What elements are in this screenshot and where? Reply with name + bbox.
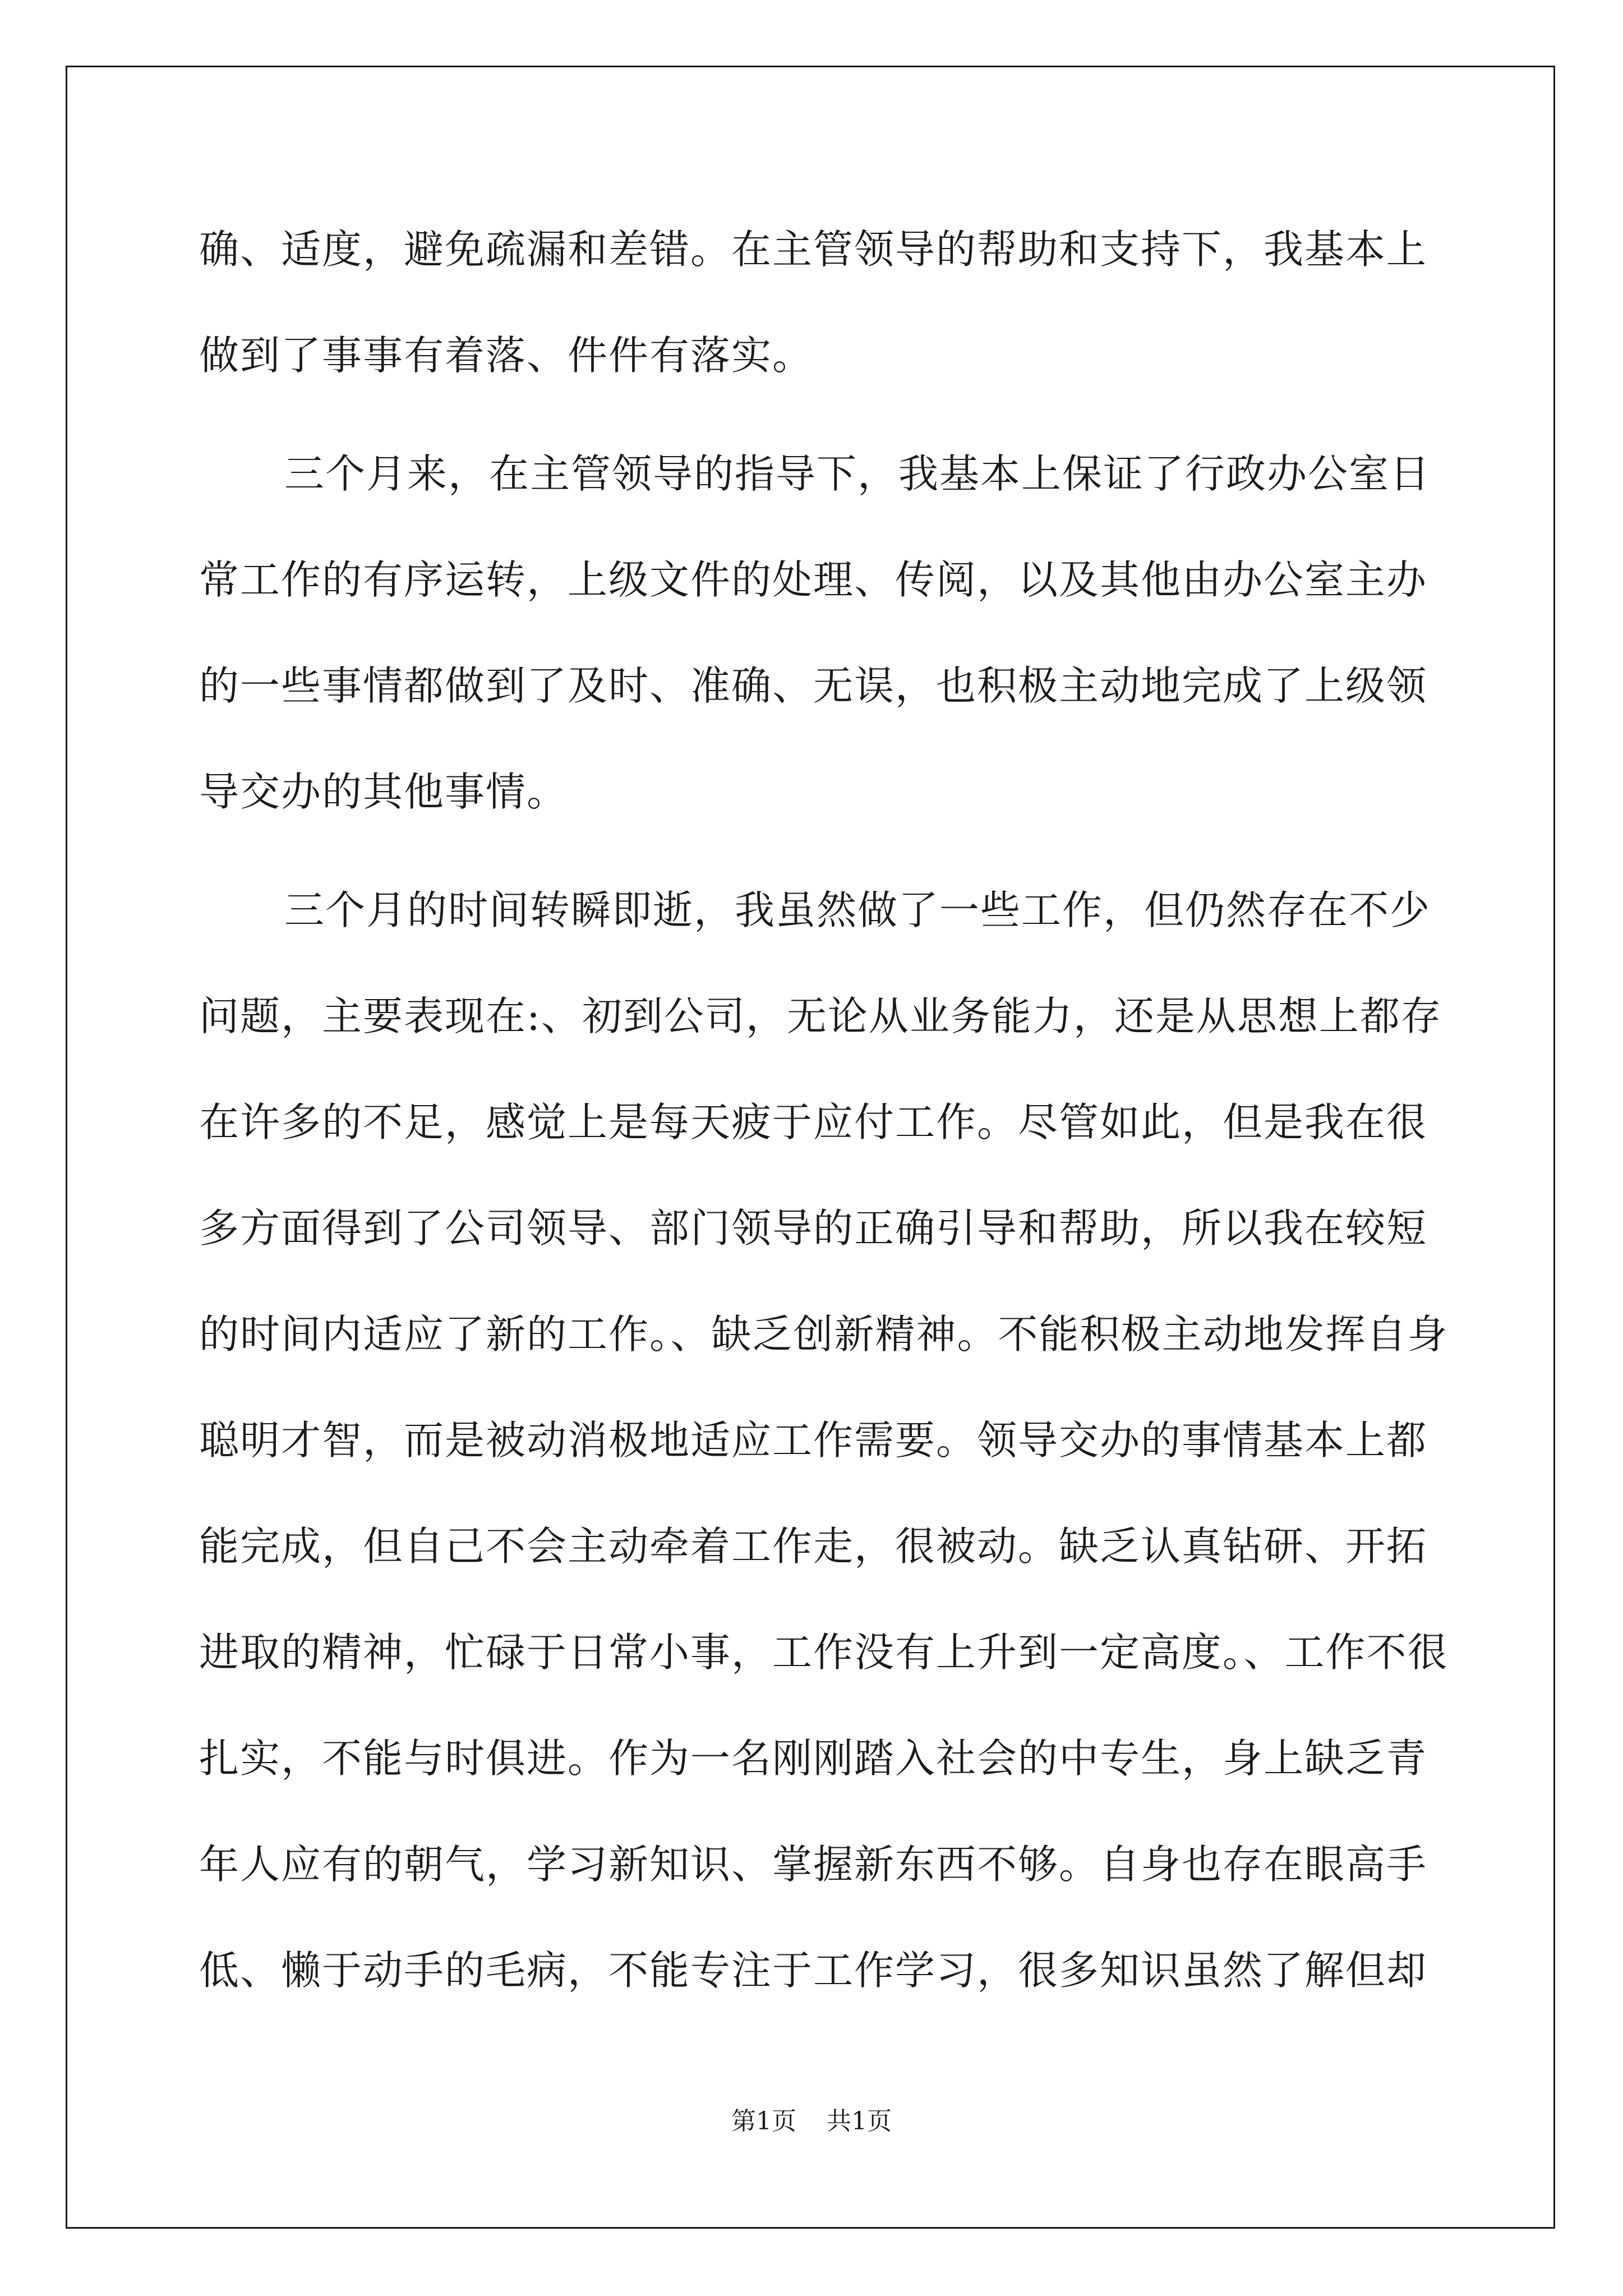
text-line: 三个月的时间转瞬即逝，我虽然做了一些工作，但仍然存在不少 [284, 887, 1431, 933]
paragraph-gap [199, 845, 1430, 857]
text-line: 在许多的不足，感觉上是每天疲于应付工作。尽管如此，但是我在很 [199, 1099, 1428, 1145]
text-line: 三个月来，在主管领导的指导下，我基本上保证了行政办公室日 [284, 450, 1431, 497]
text-line: 的一些事情都做到了及时、准确、无误，也积极主动地完成了上级领 [199, 662, 1428, 709]
paragraph-gap [199, 408, 1430, 421]
text-line: 问题，主要表现在:、初到公司，无论从业务能力，还是从思想上都存 [199, 993, 1442, 1039]
text-line: 多方面得到了公司领导、部门领导的正确引导和帮助，所以我在较短 [199, 1205, 1428, 1251]
text-line: 年人应有的朝气，学习新知识、掌握新东西不够。自身也存在眼高手 [199, 1841, 1428, 1888]
page-total: 共1页 [827, 2107, 892, 2136]
text-line: 做到了事事有着落、件件有落实。 [199, 332, 814, 379]
text-line: 确、适度，避免疏漏和差错。在主管领导的帮助和支持下，我基本上 [199, 226, 1428, 273]
text-line: 常工作的有序运转，上级文件的处理、传阅，以及其他由办公室主办 [199, 556, 1428, 603]
document-body [199, 196, 1449, 2023]
text-line: 导交办的其他事情。 [199, 769, 568, 815]
text-line: 低、懒于动手的毛病，不能专注于工作学习，很多知识虽然了解但却 [199, 1947, 1428, 1994]
text-line: 聪明才智，而是被动消极地适应工作需要。领导交办的事情基本上都 [199, 1417, 1428, 1464]
text-line: 能完成，但自己不会主动牵着工作走，很被动。缺乏认真钻研、开拓 [199, 1523, 1428, 1570]
page-number: 第1页 [731, 2107, 796, 2136]
text-line: 的时间内适应了新的工作。、缺乏创新精神。不能积极主动地发挥自身 [199, 1311, 1449, 1358]
page-footer [0, 2101, 1623, 2137]
text-line: 扎实，不能与时俱进。作为一名刚刚踏入社会的中专生，身上缺乏青 [199, 1735, 1428, 1782]
text-line: 进取的精神，忙碌于日常小事，工作没有上升到一定高度。、工作不很 [199, 1629, 1449, 1676]
